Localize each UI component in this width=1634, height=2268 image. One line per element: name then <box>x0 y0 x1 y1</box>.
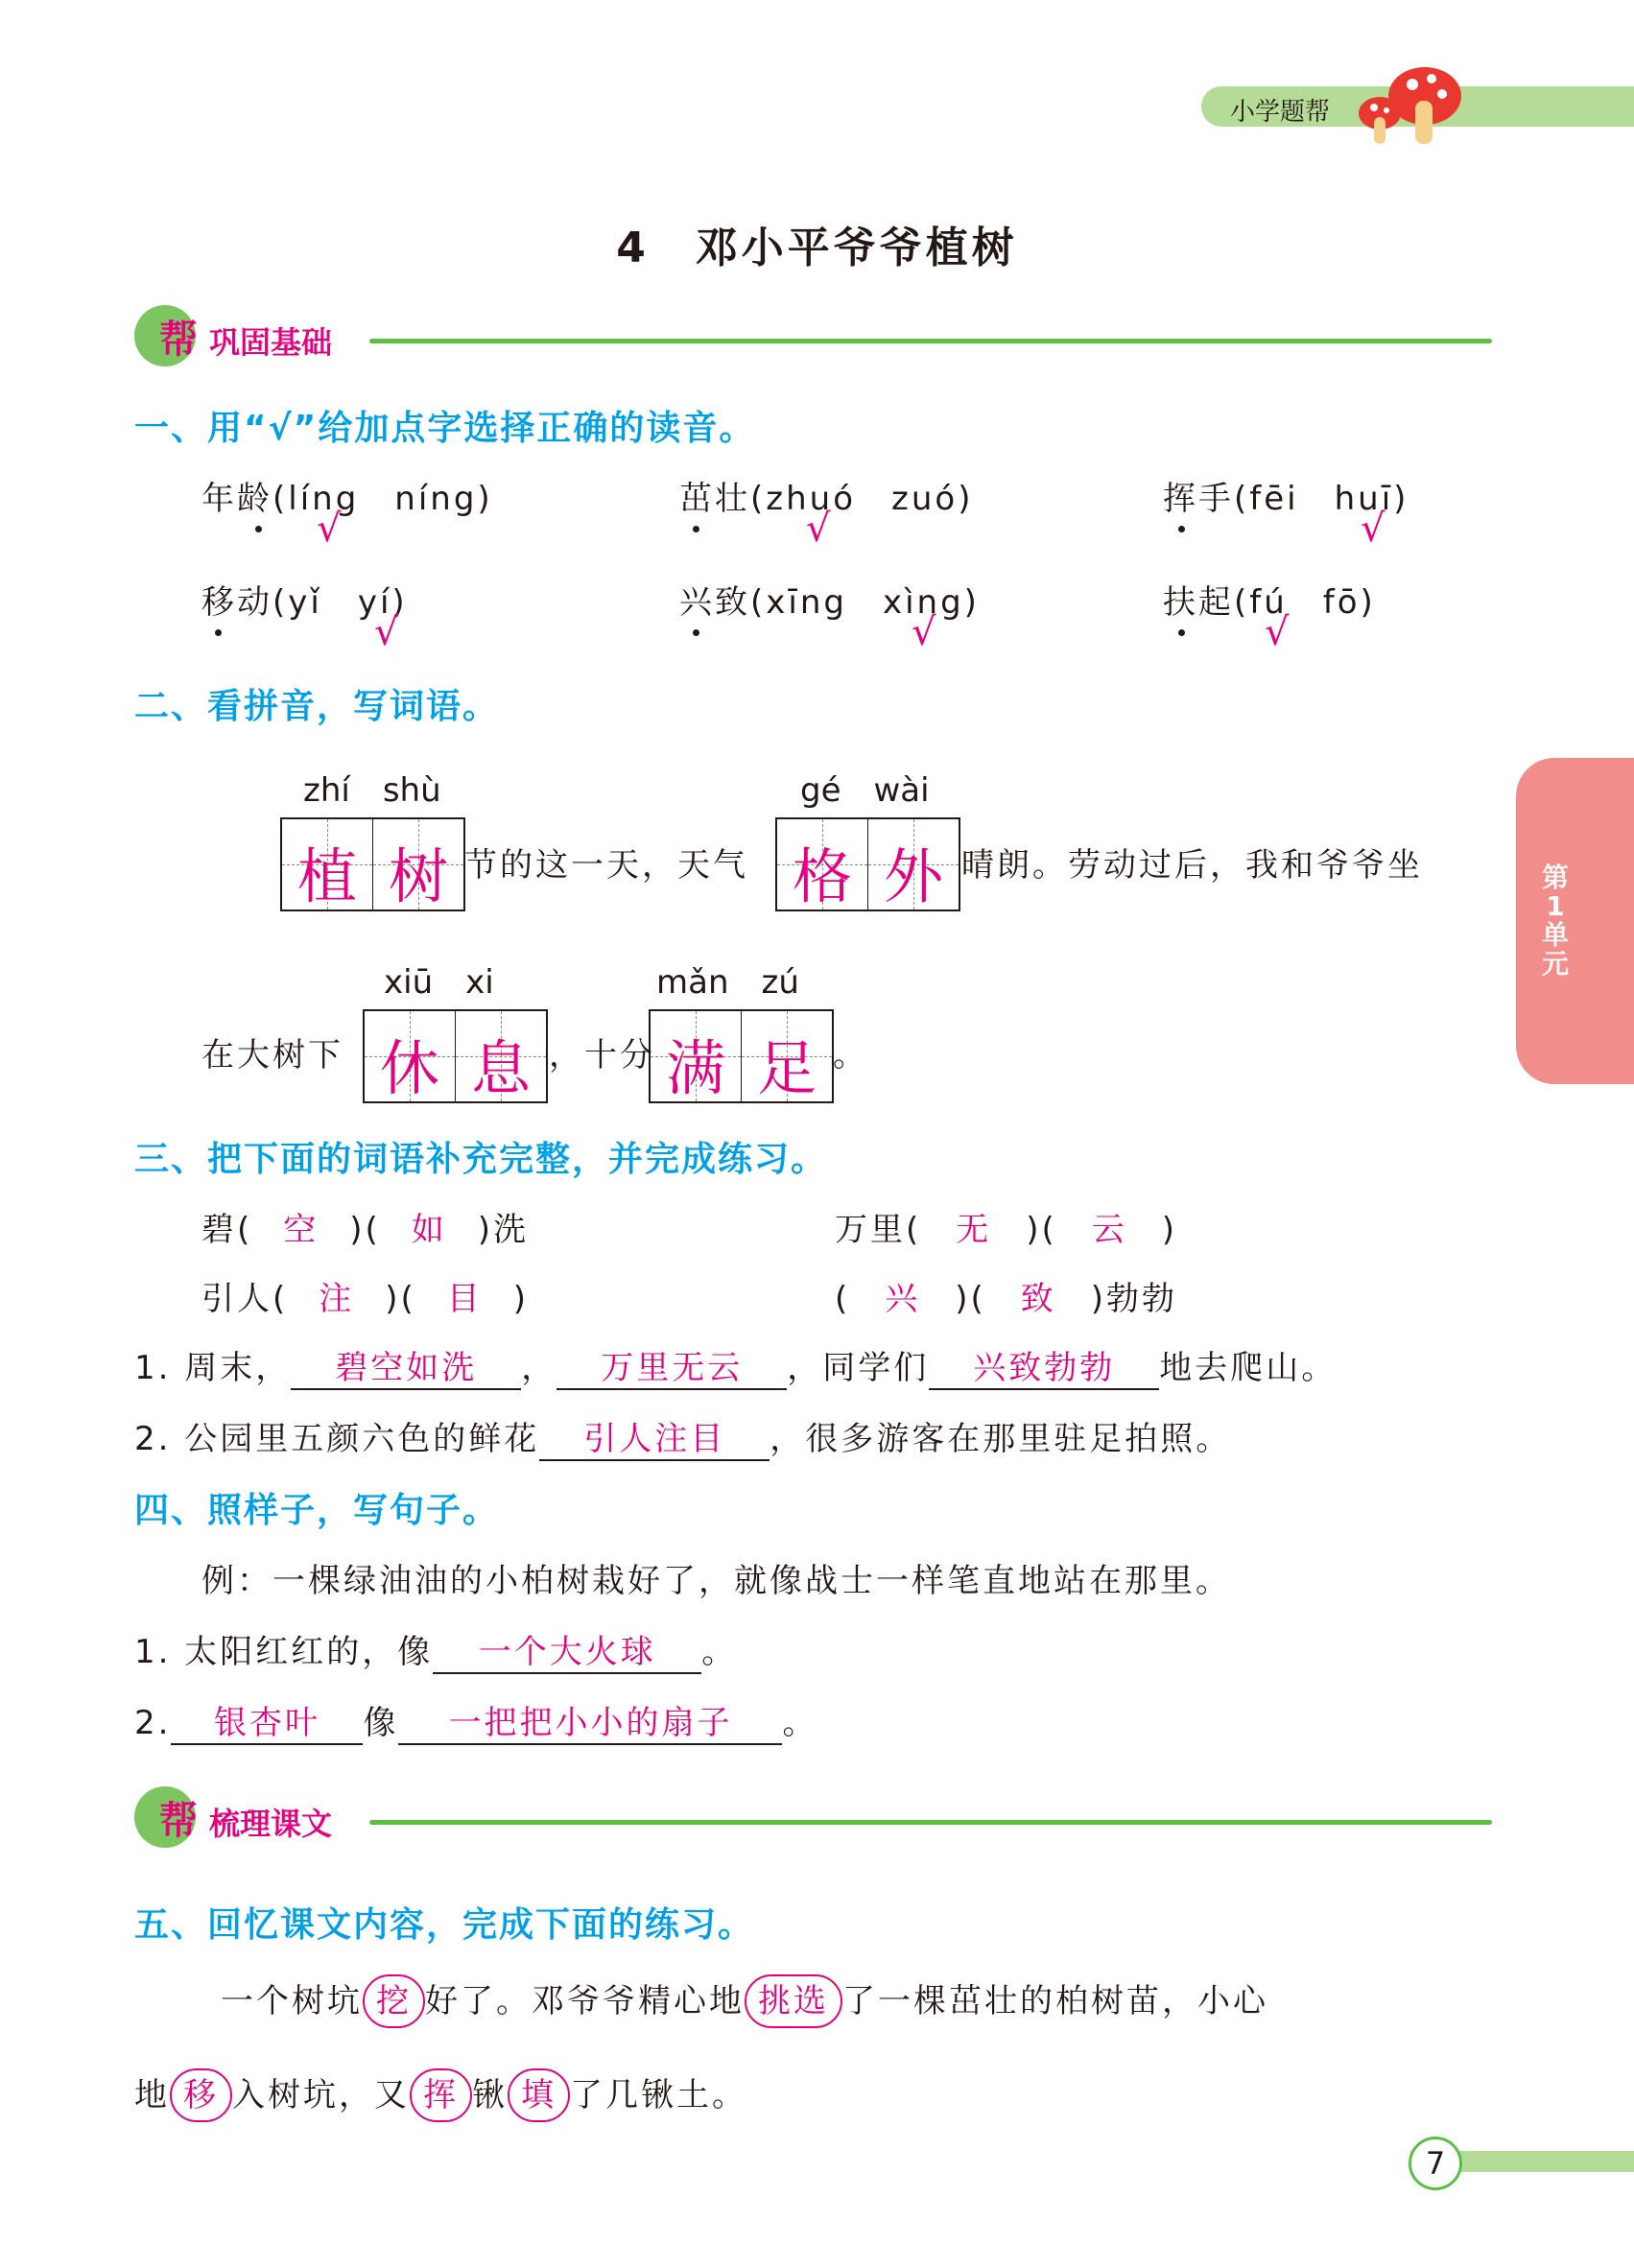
writing-grid <box>363 1009 548 1103</box>
q3-row: 引人( 注 )( 目 ) <box>201 1280 530 1318</box>
emphasis-dot <box>693 526 699 532</box>
answer-oval: 挖 <box>363 1974 425 2028</box>
emphasis-dot <box>215 629 222 636</box>
answer-char: 息 <box>470 1033 531 1103</box>
q1-item: 挥手(fēi huī) <box>1163 480 1409 518</box>
q5-paragraph-2: 地 移 入树坑，又 挥 锹 填 了几锹土。 <box>134 2068 747 2122</box>
q1-heading: 一、用“√”给加点字选择正确的读音。 <box>134 409 756 448</box>
answer-oval: 挑选 <box>745 1974 842 2028</box>
passage-text: 晴朗。劳动过后，我和爷爷坐 <box>961 846 1423 885</box>
check-mark: √ <box>1265 610 1290 654</box>
q4-line-1: 1. 太阳红红的，像 一个大火球 。 <box>134 1625 737 1674</box>
q5-heading: 五、回忆课文内容，完成下面的练习。 <box>134 1905 755 1945</box>
answer-oval: 填 <box>508 2068 570 2122</box>
writing-grid <box>280 817 465 911</box>
emphasis-dot <box>1178 526 1185 532</box>
answer-oval: 挥 <box>410 2068 472 2122</box>
unit-label: 第1单元 <box>1541 862 1569 980</box>
brand-label: 小学题帮 <box>1230 98 1331 127</box>
passage-text: 。 <box>833 1036 868 1075</box>
q1-item: 扶起(fú fō) <box>1163 583 1376 622</box>
q1-item: 移动(yǐ yí) <box>201 583 408 622</box>
q3-heading: 三、把下面的词语补充完整，并完成练习。 <box>134 1140 828 1179</box>
q1-item: 茁壮(zhuó zuó) <box>679 480 974 518</box>
q4-line-2: 2. 银杏叶 像 一把把小小的扇子 。 <box>134 1696 817 1745</box>
q1-item: 年龄(líng níng) <box>201 480 493 518</box>
check-mark: √ <box>374 610 399 654</box>
q3-row: 碧( 空 )( 如 )洗 <box>201 1211 530 1249</box>
pinyin: xiū xi <box>384 963 494 1002</box>
mushroom-icon <box>1343 58 1468 149</box>
writing-grid <box>649 1009 834 1103</box>
emphasis-dot <box>693 629 699 636</box>
answer-oval: 移 <box>170 2068 232 2122</box>
page-number: 7 <box>1409 2137 1462 2190</box>
passage-text: 节的这一天，天气 <box>464 846 748 885</box>
emphasis-dot <box>1178 629 1185 636</box>
check-mark: √ <box>912 610 936 654</box>
passage-text: 在大树下 <box>201 1036 343 1075</box>
q5-paragraph-1: 一个树坑 挖 好了。邓爷爷精心地 挑选 了一棵茁壮的柏树苗，小心 <box>221 1974 1268 2028</box>
section-title: 梳理课文 <box>209 1806 333 1842</box>
q4-example: 例：一棵绿油油的小柏树栽好了，就像战士一样笔直地站在那里。 <box>201 1562 1231 1600</box>
pinyin: mǎn zú <box>656 963 799 1002</box>
page-title: 4 邓小平爷爷植树 <box>616 224 1018 272</box>
pinyin: gé wài <box>800 771 930 810</box>
check-mark: √ <box>806 507 831 551</box>
writing-grid <box>775 817 960 911</box>
q3-row: 万里( 无 )( 云 ) <box>835 1211 1178 1249</box>
q1-item: 兴致(xīng xìng) <box>679 583 980 622</box>
check-mark: √ <box>317 507 342 551</box>
answer-char: 休 <box>379 1033 439 1103</box>
q3-row: ( 兴 )( 致 )勃勃 <box>835 1280 1178 1318</box>
emphasis-dot <box>255 526 262 532</box>
pinyin: zhí shù <box>303 771 441 810</box>
section-badge-char: 帮 <box>159 318 198 362</box>
q3-sentence-2: 2. 公园里五颜六色的鲜花 引人注目 ，很多游客在那里驻足拍照。 <box>134 1412 1231 1461</box>
section-rule <box>369 1820 1492 1825</box>
q4-heading: 四、照样子，写句子。 <box>134 1491 500 1530</box>
answer-char: 外 <box>883 841 943 911</box>
answer-char: 格 <box>792 841 852 911</box>
section-rule <box>369 339 1492 343</box>
answer-char: 树 <box>388 841 448 911</box>
answer-char: 足 <box>756 1033 817 1103</box>
q2-heading: 二、看拼音，写词语。 <box>134 687 500 726</box>
answer-char: 满 <box>665 1033 725 1103</box>
section-badge-char: 帮 <box>159 1799 198 1843</box>
unit-tab <box>1516 758 1634 1084</box>
section-title: 巩固基础 <box>209 324 333 361</box>
check-mark: √ <box>1361 507 1385 551</box>
passage-text: ，十分 <box>549 1036 655 1075</box>
section-header-1 <box>134 305 1497 363</box>
answer-char: 植 <box>296 841 357 911</box>
section-header-2 <box>134 1786 1497 1844</box>
q3-sentence-1: 1. 周末， 碧空如洗 ， 万里无云 ，同学们 兴致勃勃 地去爬山。 <box>134 1341 1337 1390</box>
